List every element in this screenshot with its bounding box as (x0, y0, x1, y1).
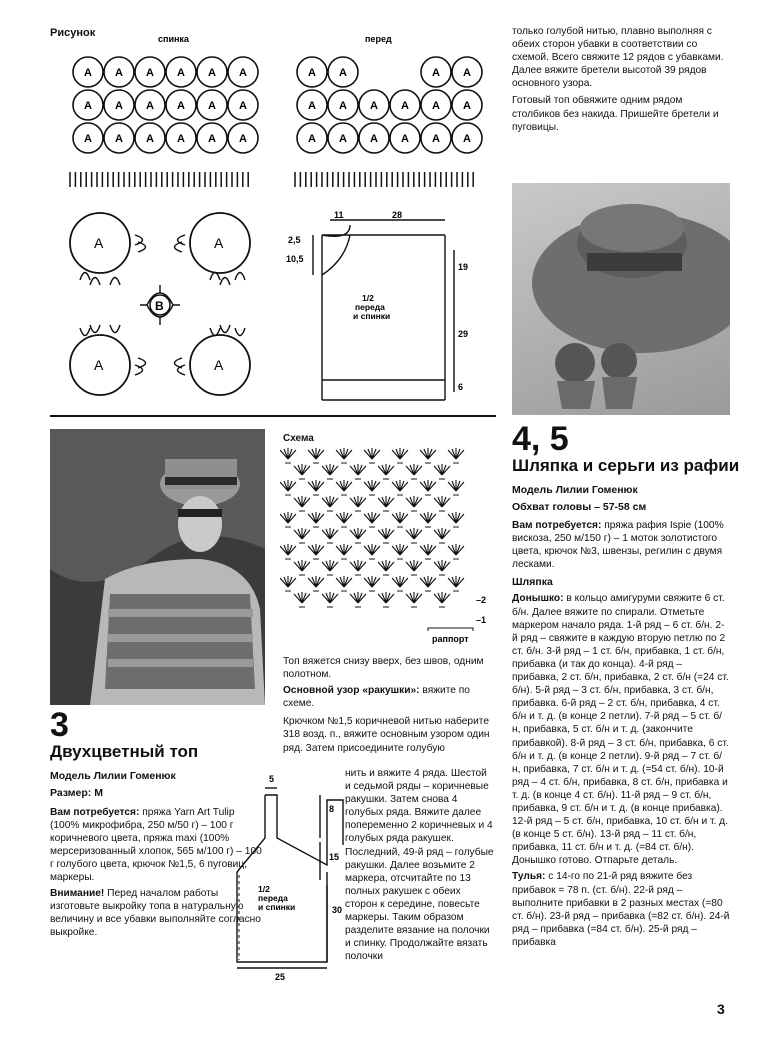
article45-body (512, 519, 730, 949)
motif-letter: A (177, 67, 185, 79)
shell-symbol (322, 528, 338, 543)
shell-symbol (322, 592, 338, 607)
motif-letter: A (432, 100, 440, 112)
shell-symbol (364, 576, 380, 591)
svg-text:A: A (94, 357, 104, 373)
scheme-label: Схема (283, 433, 314, 444)
motif-letter: A (339, 67, 347, 79)
hat-label: Шляпка (512, 576, 553, 589)
motif-letter: A (146, 67, 154, 79)
shell-symbol (378, 592, 394, 607)
motif-letter: A (146, 133, 154, 145)
shell-symbol (378, 528, 394, 543)
motif-letter: A (339, 133, 347, 145)
shell-symbol (294, 464, 310, 479)
svg-text:15: 15 (329, 852, 340, 862)
motif-letter: A (463, 133, 471, 145)
shell-symbol (392, 480, 408, 495)
crown-text: в кольцо амигуруми свяжите 6 ст. б/н. Далее вяжите по спирали. Отметьте маркером начало ряда. 1-й ряд – 6 ст. б/н. 2-й ряд – свяжите в каждую вторую петлю по 2 ст. б/н. 3-й ряд – 1 ст. б/н, прибавка, 1 ст. б/н, прибавка (и так до конца). 4-й ряд – прибавка, 2 ст. б/н, прибавка, 2 ст. б/н (=24 ст. б/н). 5-й ряд – 3 ст. б/н, прибавка, 3 ст. б/н, прибавка. 6-й ряд – 2 ст. б/н, прибавка, 4 ст. б/н и т. д. (в конце 2 петли). 7-й ряд – 5 ст. б/н, прибавка, 5 ст. б/н и т. д. (закончите прибавкой). 8-й ряд – 3 ст. б/н, прибавка, 6 ст. б/н и т. д. (в конце 2 петли). 9-й ряд – 7 ст. б/н, прибавка, 7 ст. б/н и т. д. (=54 ст. б/н). 10-й ряд – 4 ст. б/н, прибавка, 8 ст. б/н, прибавка и т. д. (в конце 4 ст. б/н). 11-й ряд – 9 ст. б/н, прибавка, 9 ст. б/н и т. д. (в конце прибавка). 12-й ряд – 5 ст. б/н, прибавка, 10 ст. б/н и т. д. (в конце 5 ст. б/н). 13-й ряд – 11 ст. б/н, прибавка, 11 ст. б/н и т. д. (=84 ст. б/н). Донышко готово. Отпарьте деталь. (512, 593, 729, 867)
materials-text-45: пряжа рафия Ispie (100% вискоза, 250 м/150 г) – 1 моток золотистого цвета, крючок №3, швензы, регилин с двумя лесками. (512, 520, 724, 571)
motif-letter: A (308, 67, 316, 79)
shell-symbol (336, 480, 352, 495)
motif-letter: A (308, 133, 316, 145)
materials-label-45: Вам потребуется: (512, 520, 602, 531)
shell-symbol (294, 592, 310, 607)
shell-symbol (350, 592, 366, 607)
shell-symbol (406, 464, 422, 479)
shell-symbol (350, 560, 366, 575)
motif-letter: A (115, 100, 123, 112)
shell-symbol (308, 512, 324, 527)
svg-text:8: 8 (329, 804, 335, 814)
article45-head: Обхват головы – 57-58 см (512, 501, 647, 513)
motif-letter: A (84, 100, 92, 112)
crown-label-2: Тулья: (512, 871, 546, 883)
shell-symbol (448, 448, 464, 463)
shell-symbol (420, 480, 436, 495)
shell-symbol (336, 544, 352, 559)
motif-letter: A (208, 100, 216, 112)
shell-symbol (406, 496, 422, 511)
intro-text: Топ вяжется снизу вверх, без швов, одним полотном. (283, 656, 484, 681)
shell-symbol (434, 528, 450, 543)
shell-symbol (336, 448, 352, 463)
motif-letter: A (239, 100, 247, 112)
motif-letter: A (370, 100, 378, 112)
shell-symbol (448, 512, 464, 527)
front-label: перед (365, 34, 392, 44)
svg-text:1/2 переда и спинки: 1/2 переда и спинки (353, 293, 391, 321)
svg-text:28: 28 (392, 210, 403, 220)
shell-symbol (350, 464, 366, 479)
article3-continuation (512, 25, 730, 134)
shell-symbol (280, 544, 296, 559)
article3-body-cont (345, 767, 495, 963)
article3-model: Модель Лилии Гоменюк (50, 770, 176, 782)
motif-letter: A (401, 133, 409, 145)
page-number: 3 (717, 1001, 725, 1017)
body-text-2: нить и вяжите 4 ряда. Шестой и седьмой ряды – коричневые ракушки. Затем снова 4 голубых ряда. Вяжите далее попеременно 2 коричневых и 4 голубых ряда ракушек. Последний, 49-й ряд – голубые ракушки. Далее возьмите 2 маркера, отсчитайте по 13 полных ракушек с обеих сторон к середине, повесьте маркеры. Таким образом разделите вязание на полочки и спинку. Продолжайте вязать полочки (345, 768, 494, 963)
shell-symbol (336, 512, 352, 527)
shell-symbol (364, 512, 380, 527)
shell-symbol (308, 576, 324, 591)
attention-text: Перед началом работы изготовьте выкройку топа в натуральную величину и все убавки выполняйте согласно выкройке. (50, 887, 261, 938)
motif-letter: A (208, 133, 216, 145)
shell-symbol (406, 560, 422, 575)
shell-symbol (448, 576, 464, 591)
shell-symbol (434, 560, 450, 575)
shell-symbol (378, 496, 394, 511)
shell-symbol (434, 464, 450, 479)
motif-letter: A (339, 100, 347, 112)
shell-symbol (434, 592, 450, 607)
pattern-label: Основной узор «ракушки»: (283, 685, 420, 697)
crown-text-2: с 14-го по 21-й ряд вяжите без прибавок = 78 п. (ст. б/н). 22-й ряд – выполните прибавки в 2 разных местах (=80 ст. б/н). 23-й ряд – прибавка (=82 ст. б/н). 24-й ряд – прибавка (=84 ст. б/н). 25-й ряд – прибавка (512, 871, 730, 948)
article3-body (283, 655, 495, 755)
motif-letter: A (308, 100, 316, 112)
shell-symbol (280, 576, 296, 591)
pattern-piece-bottom (225, 770, 360, 985)
front-motif-grid (297, 57, 482, 153)
svg-text:10,5: 10,5 (286, 254, 304, 264)
finishing-text: Готовый топ обвяжите одним рядом столбиков без накида. Пришейте бретели и пуговицы. (512, 95, 719, 133)
article45-model: Модель Лилии Гоменюк (512, 484, 638, 496)
shell-symbol (322, 464, 338, 479)
motif-letter: A (146, 100, 154, 112)
shell-symbol (406, 528, 422, 543)
pattern-text: вяжите по схеме. (283, 685, 470, 710)
crown-label: Донышко: (512, 593, 564, 605)
svg-text:A: A (214, 357, 224, 373)
rapport-label: раппорт (432, 634, 469, 644)
shell-symbol (280, 512, 296, 527)
motif-letter: A (370, 133, 378, 145)
shell-symbol (280, 448, 296, 463)
svg-text:A: A (94, 235, 104, 251)
materials-text: пряжа Yarn Art Tulip (100% микрофибра, 250 м/50 г) – 100 г коричневого цвета, пряжа maxi (100% мерсеризованный хлопок, 565 м/100 г) – 100 г голубого цвета, крючок №1,5, 6 пуговиц, маркеры. (50, 807, 262, 884)
motif-letter: A (84, 67, 92, 79)
shell-symbol (392, 448, 408, 463)
article3-size: Размер: М (50, 787, 103, 799)
shell-symbol (392, 512, 408, 527)
svg-text:1/2 переда и спинки: 1/2 переда и спинки (258, 884, 296, 912)
join-diagram (70, 213, 250, 395)
svg-text:2,5: 2,5 (288, 235, 301, 245)
motif-letter: A (401, 100, 409, 112)
shell-symbol (364, 544, 380, 559)
shell-symbol (364, 480, 380, 495)
shell-symbol (420, 448, 436, 463)
shell-symbol (322, 560, 338, 575)
svg-text:19: 19 (458, 262, 469, 272)
motif-letter: A (239, 133, 247, 145)
shell-symbol (322, 496, 338, 511)
body-text-1: Крючком №1,5 коричневой нитью наберите 318 возд. п., вяжите основным узором один ряд. Затем присоедините голубую (283, 716, 490, 754)
shell-symbol (294, 528, 310, 543)
motif-letter: A (432, 67, 440, 79)
svg-text:A: A (214, 235, 224, 251)
motif-letter: A (115, 133, 123, 145)
motif-letter: A (177, 133, 185, 145)
shell-symbol (280, 480, 296, 495)
continuation-text: только голубой нитью, плавно выполняя с обеих сторон убавки в соответствии со схемой. Всего свяжите 12 рядов с убавками. Далее вяжите бретели высотой 39 рядов основного узора. (512, 26, 724, 90)
shell-symbol (448, 544, 464, 559)
svg-text:30: 30 (332, 905, 343, 915)
shell-symbol (378, 560, 394, 575)
shell-symbol (308, 480, 324, 495)
shell-symbol (364, 448, 380, 463)
shell-symbol (308, 544, 324, 559)
shell-symbol (378, 464, 394, 479)
shell-symbol (350, 496, 366, 511)
svg-text:B: B (155, 299, 164, 313)
motif-letter: A (239, 67, 247, 79)
shell-symbol (336, 576, 352, 591)
svg-text:6: 6 (458, 382, 464, 392)
shell-symbol (392, 544, 408, 559)
drawing-label: Рисунок (50, 27, 96, 39)
article3-title: Двухцветный топ (50, 742, 199, 761)
shell-symbol (350, 528, 366, 543)
shell-symbol (420, 512, 436, 527)
svg-text:29: 29 (458, 329, 469, 339)
back-label: спинка (158, 34, 189, 44)
motif-letter: A (115, 67, 123, 79)
article3-number: 3 (50, 706, 69, 744)
shell-symbol (294, 496, 310, 511)
section-divider (50, 415, 496, 417)
model-photo (50, 429, 265, 705)
svg-text:5: 5 (269, 774, 275, 784)
motif-letter: A (84, 133, 92, 145)
scheme-chart (280, 445, 495, 645)
shell-symbol (308, 448, 324, 463)
shell-symbol (294, 560, 310, 575)
motif-letter: A (463, 67, 471, 79)
shell-symbol (448, 480, 464, 495)
row-marker-1: –1 (476, 615, 487, 625)
motif-letter: A (177, 100, 185, 112)
top-diagrams (50, 30, 500, 410)
materials-label: Вам потребуется: (50, 807, 140, 818)
svg-text:25: 25 (275, 972, 286, 982)
shell-symbol (406, 592, 422, 607)
row-marker-2: –2 (476, 595, 487, 605)
shell-symbol (392, 576, 408, 591)
shell-symbol (420, 576, 436, 591)
back-motif-grid (73, 57, 258, 153)
article45-number: 4, 5 (512, 420, 569, 458)
motif-letter: A (432, 133, 440, 145)
attention-label: Внимание! (50, 887, 105, 899)
svg-text:11: 11 (334, 210, 344, 220)
motif-letter: A (463, 100, 471, 112)
shell-symbol (420, 544, 436, 559)
shell-symbol (434, 496, 450, 511)
article45-title: Шляпка и серьги из рафии (512, 456, 740, 475)
hat-earrings-photo (512, 183, 730, 415)
motif-letter: A (208, 67, 216, 79)
